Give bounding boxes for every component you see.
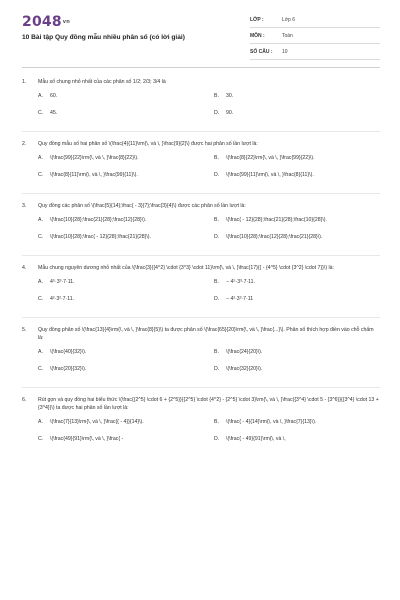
logo-suffix: vn (62, 19, 70, 25)
option-a[interactable] (38, 276, 204, 290)
option-letter: D. (214, 366, 220, 373)
question-5 (22, 326, 380, 380)
option-text: \(\frac{49}{91}\rm{\, và \, }\frac{ - (50, 436, 124, 443)
option-text: 60. (50, 93, 58, 100)
option-a[interactable] (38, 346, 204, 360)
meta-key: MÔN : (250, 32, 265, 39)
options-grid (38, 152, 380, 186)
question-text (22, 326, 380, 342)
option-letter: C. (38, 234, 44, 241)
option-text: \(\frac{24}{20}\). (226, 349, 263, 356)
question-body: Mẫu chung nguyên dương nhỏ nhất của \(\frac{3}{{4^2} \cdot {3^3} \cdot 11}\rm{\, và \, }\frac{17}{{ - {4^5} \cdot {3^2} \cdot 7}}\) là: (38, 265, 334, 271)
option-text: \(\frac{10}{28};\frac{21}{28};\frac{12}{28}\). (50, 217, 147, 224)
question-body: Quy đồng phân số \(\frac{13}{4}\rm{\, và \, }\frac{8}{5}\) ta được phân số \(\frac{65}{20}\rm{\, và \, }\frac{...}\). Phân số thích hợp điền vào chỗ chấm là: (38, 327, 374, 341)
option-b[interactable] (214, 346, 380, 360)
option-text: \(\frac{99}{22}\rm{\, và \, }\frac{8}{22}\). (50, 155, 139, 162)
question-6 (22, 396, 380, 450)
option-d[interactable] (214, 231, 380, 245)
question-text (22, 264, 380, 272)
meta-row-class (250, 12, 380, 28)
question-list (22, 78, 380, 456)
option-text: 90. (226, 110, 234, 117)
meta-key: SỐ CÂU : (250, 48, 273, 55)
option-letter: B. (214, 279, 219, 286)
question-2 (22, 140, 380, 186)
option-letter: B. (214, 217, 219, 224)
question-number: 2. (22, 141, 27, 147)
site-logo[interactable] (22, 14, 70, 30)
option-text: 4²·3²·7·11. (50, 296, 75, 303)
question-divider (22, 317, 380, 318)
option-text: \(\frac{20}{32}\). (50, 366, 87, 373)
option-text: \(\frac{10}{28};\frac{ - 12}{28};\frac{21}{28}\). (50, 234, 151, 241)
option-c[interactable] (38, 363, 204, 377)
question-number: 4. (22, 265, 27, 271)
question-text (22, 140, 380, 148)
option-text: − 4⁵·3³·7·11. (226, 279, 256, 286)
option-c[interactable] (38, 169, 204, 183)
options-grid (38, 214, 380, 248)
option-text: \(\frac{7}{13}\rm{\, và \, }\frac{{ - 4}}{14}\). (50, 419, 144, 426)
option-b[interactable] (214, 416, 380, 430)
meta-row-subject (250, 28, 380, 44)
option-text: 45. (50, 110, 58, 117)
option-letter: A. (38, 279, 43, 286)
document-title: 10 Bài tập Quy đồng mẫu nhiều phân số (có lời giải) (22, 34, 185, 41)
question-number: 5. (22, 327, 27, 333)
options-grid (38, 90, 380, 124)
option-letter: D. (214, 234, 220, 241)
option-letter: A. (38, 93, 43, 100)
option-c[interactable] (38, 231, 204, 245)
question-number: 6. (22, 397, 27, 403)
option-c[interactable] (38, 433, 204, 447)
option-d[interactable] (214, 433, 380, 447)
option-a[interactable] (38, 214, 204, 228)
option-text: \(\frac{99}{11}\rm{\, và \, }\frac{8}{11}\). (226, 172, 314, 179)
meta-value: 10 (282, 48, 288, 55)
option-letter: A. (38, 349, 43, 356)
option-letter: C. (38, 172, 44, 179)
question-divider (22, 387, 380, 388)
option-b[interactable] (214, 90, 380, 104)
option-text: \(\frac{ - 49}{91}\rm{\, và \, (226, 436, 286, 443)
option-letter: C. (38, 436, 44, 443)
option-letter: B. (214, 93, 219, 100)
option-c[interactable] (38, 107, 204, 121)
question-1 (22, 78, 380, 124)
document-header (0, 0, 400, 70)
option-text: \(\frac{8}{22}\rm{\, và \, }\frac{99}{22}\). (226, 155, 315, 162)
option-b[interactable] (214, 214, 380, 228)
meta-key: LỚP : (250, 16, 264, 23)
option-letter: A. (38, 217, 43, 224)
option-text: \(\frac{40}{32}\). (50, 349, 87, 356)
option-text: \(\frac{10}{28};\frac{12}{28};\frac{21}{28}\). (226, 234, 323, 241)
option-d[interactable] (214, 169, 380, 183)
logo-text: 2048 (22, 14, 62, 30)
question-text (22, 396, 380, 412)
option-a[interactable] (38, 152, 204, 166)
question-3 (22, 202, 380, 248)
question-4 (22, 264, 380, 310)
header-divider (22, 67, 380, 68)
meta-value: Lớp 6 (282, 16, 296, 23)
option-b[interactable] (214, 152, 380, 166)
option-text: − 4²·3³·7·11 (226, 296, 254, 303)
option-d[interactable] (214, 363, 380, 377)
question-divider (22, 193, 380, 194)
option-text: \(\frac{ - 12}{28};\frac{21}{28};\frac{10}{28}\). (226, 217, 327, 224)
question-number: 1. (22, 79, 27, 85)
option-d[interactable] (214, 107, 380, 121)
question-text (22, 78, 380, 86)
option-a[interactable] (38, 416, 204, 430)
option-letter: D. (214, 436, 220, 443)
meta-value: Toán (282, 32, 293, 39)
option-text: 4⁵·3³·7·11. (50, 279, 75, 286)
option-letter: D. (214, 110, 220, 117)
option-text: 30. (226, 93, 234, 100)
question-body: Quy đồng các phân số \(\frac{5}{14};\frac{ - 3}{7};\frac{3}{4}\) được các phân số lần lượt là: (38, 203, 246, 209)
options-grid (38, 276, 380, 310)
meta-row-count (250, 44, 380, 60)
option-text: \(\frac{32}{20}\). (226, 366, 263, 373)
option-c[interactable] (38, 293, 204, 307)
option-letter: B. (214, 349, 219, 356)
option-letter: C. (38, 110, 44, 117)
question-body: Mẫu số chung nhỏ nhất của các phân số 1/2; 2/3; 3/4 là (38, 79, 166, 85)
options-grid (38, 346, 380, 380)
option-letter: B. (214, 155, 219, 162)
question-body: Quy đồng mẫu số hai phân số \(\frac{4}{11}\rm{\, và \, }\frac{9}{2}\) được hai phân số lần lượt là: (38, 141, 258, 147)
question-body: Rút gọn và quy đồng hai biểu thức \(\frac{{2^5} \cdot 6 + {2^5}}{{2^5} \cdot {4^2} - {2^5} \cdot 3}\rm{\, và \, }\frac{{3^4} \cdot 5 - {3^6}}{{3^4} \cdot 13 + {3^4}}\) ta được hai phân số lần lượt là: (38, 397, 379, 411)
question-divider (22, 255, 380, 256)
option-letter: C. (38, 296, 44, 303)
meta-table (250, 12, 380, 60)
option-b[interactable] (214, 276, 380, 290)
option-text: \(\frac{ - 4}{14}\rm{\, và \, }\frac{7}{13}\). (226, 419, 317, 426)
option-letter: D. (214, 172, 220, 179)
option-letter: A. (38, 419, 43, 426)
question-number: 3. (22, 203, 27, 209)
options-grid (38, 416, 380, 450)
option-letter: A. (38, 155, 43, 162)
option-letter: B. (214, 419, 219, 426)
question-text (22, 202, 380, 210)
question-divider (22, 131, 380, 132)
option-letter: D. (214, 296, 220, 303)
option-text: \(\frac{8}{11}\rm{\, và \, }\frac{99}{11}\). (50, 172, 138, 179)
option-letter: C. (38, 366, 44, 373)
option-d[interactable] (214, 293, 380, 307)
option-a[interactable] (38, 90, 204, 104)
